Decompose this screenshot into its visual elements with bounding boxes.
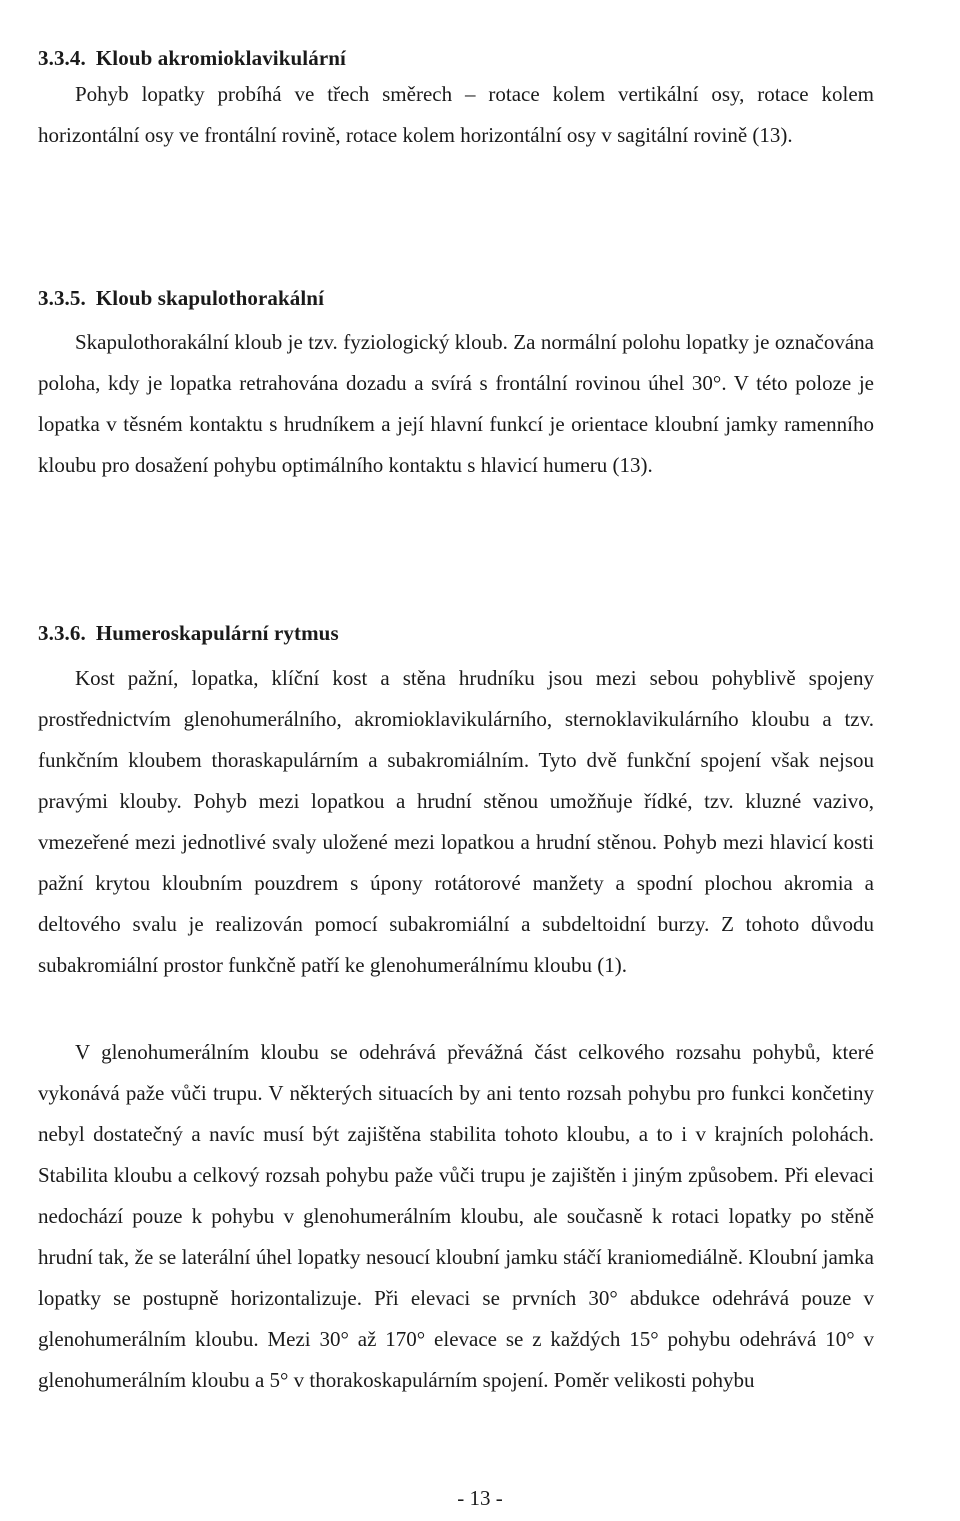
section-title: Humeroskapulární rytmus bbox=[95, 621, 339, 645]
section-title: Kloub skapulothorakální bbox=[95, 286, 325, 310]
paragraph: Pohyb lopatky probíhá ve třech směrech – rotace kolem vertikální osy, rotace kolem horizontální osy ve frontální rovině, rotace kolem horizontální osy v sagitální rovině (13). bbox=[38, 82, 874, 147]
page-number: - 13 - bbox=[457, 1486, 503, 1510]
section-heading-3-3-5 bbox=[38, 286, 324, 311]
section-number: 3.3.5. bbox=[38, 286, 86, 310]
section-heading-3-3-6 bbox=[38, 621, 339, 646]
section-heading-3-3-4 bbox=[38, 46, 346, 71]
paragraph: Skapulothorakální kloub je tzv. fyziologický kloub. Za normální polohu lopatky je označována poloha, kdy je lopatka retrahována dozadu a svírá s frontální rovinou úhel 30°. V této poloze je lopatka v těsném kontaktu s hrudníkem a její hlavní funkcí je orientace kloubní jamky ramenního kloubu pro dosažení pohybu optimálního kontaktu s hlavicí humeru (13). bbox=[38, 330, 874, 477]
section-title: Kloub akromioklavikulární bbox=[95, 46, 346, 70]
section-number: 3.3.4. bbox=[38, 46, 86, 70]
paragraph: V glenohumerálním kloubu se odehrává převážná část celkového rozsahu pohybů, které vykonává paže vůči trupu. V některých situacích by ani tento rozsah pohybu pro funkci končetiny nebyl dostatečný a navíc musí být zajištěna stabilita tohoto kloubu, a to i v krajních polohách. Stabilita kloubu a celkový rozsah pohybu paže vůči trupu je zajištěn i jiným způsobem. Při elevaci nedochází pouze k pohybu v glenohumerálním kloubu, ale současně k rotaci lopatky po stěně hrudní tak, že se laterální úhel lopatky nesoucí kloubní jamku stáčí kraniomediálně. Kloubní jamka lopatky se postupně horizontalizuje. Při elevaci se prvních 30° abdukce odehrává pouze v glenohumerálním kloubu. Mezi 30° až 170° elevace se z každých 15° pohybu odehrává 10° v glenohumerálním kloubu a 5° v thorakoskapulárním spojení. Poměr velikosti pohybu bbox=[38, 1040, 874, 1392]
section-number: 3.3.6. bbox=[38, 621, 86, 645]
paragraph: Kost pažní, lopatka, klíční kost a stěna hrudníku jsou mezi sebou pohyblivě spojeny prostřednictvím glenohumerálního, akromioklavikulárního, sternoklavikulárního kloubu a tzv. funkčním kloubem thoraskapulárním a subakromiálním. Tyto dvě funkční spojení však nejsou pravými klouby. Pohyb mezi lopatkou a hrudní stěnou umožňuje řídké, tzv. kluzné vazivo, vmezeřené mezi jednotlivé svaly uložené mezi lopatkou a hrudní stěnou. Pohyb mezi hlavicí kosti pažní krytou kloubním pouzdrem s úpony rotátorové manžety a spodní plochou akromia a deltového svalu je realizován pomocí subakromiální a subdeltoidní burzy. Z tohoto důvodu subakromiální prostor funkčně patří ke glenohumerálnímu kloubu (1). bbox=[38, 666, 874, 977]
